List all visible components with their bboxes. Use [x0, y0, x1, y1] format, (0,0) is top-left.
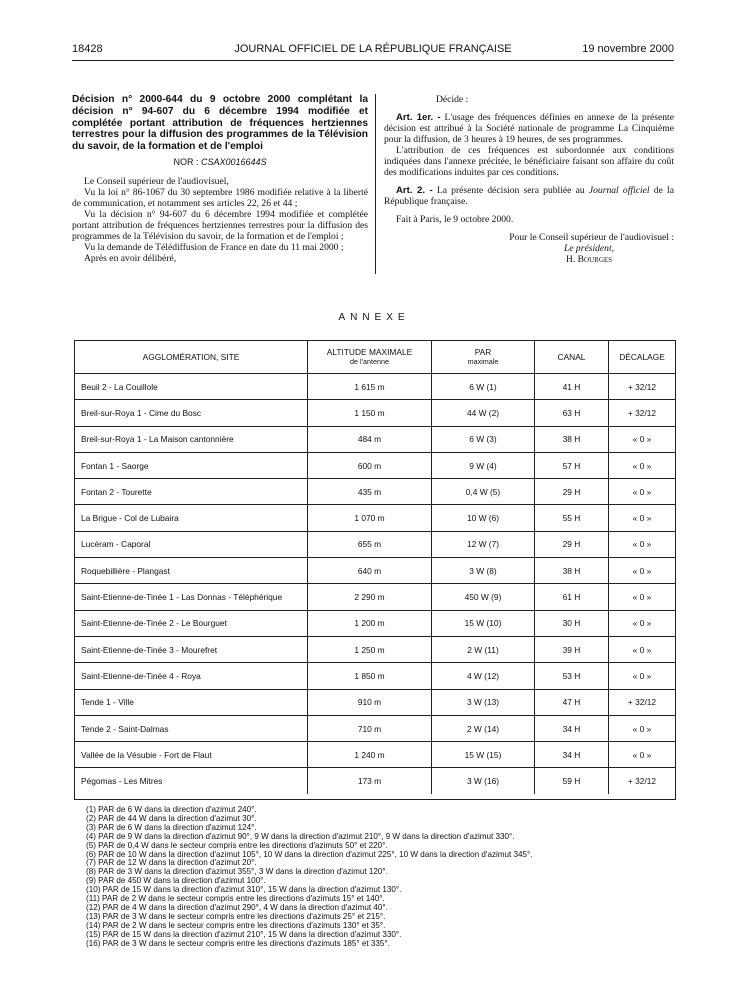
table-row: [75, 610, 675, 636]
cell-site: Saint-Etienne-de-Tinée 3 - Mourefret: [75, 636, 308, 662]
table-row: [75, 531, 675, 557]
nor-reference: [72, 157, 368, 167]
cell-altitude: 1 070 m: [308, 505, 432, 531]
signature-name: H. Bourges: [565, 254, 613, 265]
header-rule: [72, 60, 674, 61]
cell-site: Breil-sur-Roya 1 - Cime du Bosc: [75, 400, 308, 426]
cell-canal: 57 H: [535, 452, 609, 478]
cell-altitude: 710 m: [308, 715, 432, 741]
decide-heading: Décide :: [436, 94, 469, 105]
table-row: [75, 584, 675, 610]
cell-site: Tende 2 - Saint-Dalmas: [75, 715, 308, 741]
cell-canal: 29 H: [535, 479, 609, 505]
page-number: 18428: [72, 43, 103, 55]
cell-site: Roquebillière - Plangast: [75, 558, 308, 584]
nor-code: CSAX0016644S: [200, 156, 267, 167]
annexe-title: ANNEXE: [338, 312, 410, 323]
cell-par: 9 W (4): [432, 452, 535, 478]
journal-title: JOURNAL OFFICIEL DE LA RÉPUBLIQUE FRANÇAISE: [234, 43, 512, 55]
cell-altitude: 910 m: [308, 689, 432, 715]
col-header-altitude: ALTITUDE MAXIMALE de l'antenne: [308, 341, 432, 374]
footnote: (6) PAR de 10 W dans la direction d'azimut 105°, 10 W dans la direction d'azimut 225°, 10 W dans la direction d'azimut 345°.: [86, 849, 533, 859]
footnote: (4) PAR de 9 W dans la direction d'azimut 90°, 9 W dans la direction d'azimut 210°, 9 W dans la direction d'azimut 330°.: [86, 831, 515, 841]
col-header-par: PAR maximale: [432, 341, 535, 374]
signature-line-1: Pour le Conseil supérieur de l'audiovisuel :: [509, 232, 674, 243]
footnote: (1) PAR de 6 W dans la direction d'azimut 240°.: [86, 805, 257, 814]
article-2-label: Art. 2. -: [396, 185, 433, 196]
cell-altitude: 1 150 m: [308, 400, 432, 426]
cell-canal: 59 H: [535, 768, 609, 794]
cell-site: Saint-Etienne-de-Tinée 4 - Roya: [75, 663, 308, 689]
table-row: [75, 663, 675, 689]
cell-altitude: 173 m: [308, 768, 432, 794]
cell-decalage: « 0 »: [609, 715, 676, 741]
footnote: (16) PAR de 3 W dans le secteur compris entre les directions d'azimuts 185° et 335°.: [86, 938, 390, 948]
cell-par: 44 W (2): [432, 400, 535, 426]
cell-decalage: + 32/12: [609, 689, 676, 715]
cell-altitude: 435 m: [308, 479, 432, 505]
article-1-paragraph-2: L'attribution de ces fréquences est subordonnée aux conditions indiquées dans l'annexe précitée, le bénéficiaire faisant son affaire du coût des modifications induites par ces conditions.: [384, 145, 674, 178]
footnote: (9) PAR de 450 W dans la direction d'azimut 100°.: [86, 876, 266, 886]
cell-decalage: + 32/12: [627, 776, 657, 787]
cell-canal: 55 H: [535, 505, 609, 531]
cell-canal: 38 H: [535, 426, 609, 452]
issue-date: 19 novembre 2000: [582, 43, 674, 55]
footnote: (7) PAR de 12 W dans la direction d'azimut 20°.: [86, 858, 257, 868]
cell-par: 15 W (10): [432, 610, 535, 636]
footnotes: [86, 806, 676, 949]
preamble-line: Vu la loi n° 86-1067 du 30 septembre 1986 modifiée relative à la liberté de communication, et notamment ses articles 22, 26 et 44 ;: [72, 186, 368, 209]
cell-site: La Brigue - Col de Lubaira: [75, 505, 308, 531]
footnote: (5) PAR de 0,4 W dans le secteur compris entre les directions d'azimuts 50° et 220°.: [86, 840, 388, 850]
cell-par: 2 W (14): [432, 715, 535, 741]
cell-altitude: 484 m: [308, 426, 432, 452]
table-row: [75, 715, 675, 741]
page-header: [72, 43, 674, 59]
decision-title: Décision n° 2000-644 du 9 octobre 2000 complétant la décision n° 94-607 du 6 décembre 1994 modifiée et complétée portant attribution de fréquences hertziennes terrestres pour la diffusion des programmes de la Télévision du savoir, de la formation et de l'emploi: [72, 94, 368, 153]
cell-par: 0,4 W (5): [432, 479, 535, 505]
cell-decalage: + 32/12: [609, 400, 676, 426]
cell-decalage: « 0 »: [609, 452, 676, 478]
table-row: [75, 558, 675, 584]
cell-par: 3 W (8): [432, 558, 535, 584]
preamble-line: Le Conseil supérieur de l'audiovisuel,: [84, 175, 229, 187]
cell-decalage: « 0 »: [609, 505, 676, 531]
cell-altitude: 1 250 m: [308, 636, 432, 662]
cell-decalage: « 0 »: [609, 636, 676, 662]
cell-canal: 47 H: [535, 689, 609, 715]
cell-site: Beuil 2 - La Couillole: [75, 374, 308, 400]
cell-site: Vallée de la Vésubie - Fort de Flaut: [75, 742, 308, 768]
footnote: (2) PAR de 44 W dans la direction d'azimut 30°.: [86, 813, 257, 823]
table-row: [75, 689, 675, 715]
cell-canal: 29 H: [535, 531, 609, 557]
cell-par: 6 W (1): [432, 374, 535, 400]
article-1: [384, 112, 674, 145]
cell-decalage: « 0 »: [609, 426, 676, 452]
decision-preamble: [72, 176, 368, 264]
cell-site: Fontan 2 - Tourette: [75, 479, 308, 505]
article-1-text: L'usage des fréquences définies en annexe de la présente décision est attribué à la Société nationale de programme La Cinquième pour la diffusion, de 3 heures à 19 heures, de ses programmes.: [384, 112, 674, 145]
cell-altitude: 1 850 m: [308, 663, 432, 689]
cell-altitude: 1 200 m: [308, 610, 432, 636]
footnote: (3) PAR de 6 W dans la direction d'azimut 124°.: [86, 822, 257, 832]
table-row: [75, 426, 675, 452]
column-divider: [375, 94, 376, 274]
table-row: [75, 505, 675, 531]
cell-par: 3 W (16): [432, 768, 535, 794]
signature-place-date: Fait à Paris, le 9 octobre 2000.: [396, 214, 514, 225]
cell-decalage: « 0 »: [609, 558, 676, 584]
decision-left-column: [72, 94, 368, 264]
cell-site: Tende 1 - Ville: [75, 689, 308, 715]
footnote: (13) PAR de 3 W dans le secteur compris entre les directions d'azimuts 25° et 215°.: [86, 911, 386, 921]
table-row: [75, 742, 675, 768]
cell-site: Saint-Etienne-de-Tinée 2 - Le Bourguet: [75, 610, 308, 636]
frequency-table: [74, 340, 676, 800]
cell-altitude: 600 m: [308, 452, 432, 478]
preamble-line: Vu la demande de Télédiffusion de France en date du 11 mai 2000 ;: [84, 241, 344, 253]
footnote: (15) PAR de 15 W dans la direction d'azimut 210°, 15 W dans la direction d'azimut 330°.: [86, 929, 402, 939]
table-row: [75, 479, 675, 505]
footnote: (11) PAR de 2 W dans le secteur compris entre les directions d'azimuts 15° et 140°.: [86, 894, 385, 904]
cell-decalage: « 0 »: [609, 584, 676, 610]
col-header-decalage: DÉCALAGE: [609, 341, 676, 374]
cell-par: 2 W (11): [432, 636, 535, 662]
cell-par: 4 W (12): [432, 663, 535, 689]
cell-altitude: 2 290 m: [308, 584, 432, 610]
cell-altitude: 1 615 m: [308, 374, 432, 400]
table-header-row: [75, 341, 675, 374]
article-2-text-b: de la République française.: [384, 185, 674, 207]
article-2-text-a: La présente décision sera publiée au: [436, 185, 585, 196]
footnote: (8) PAR de 3 W dans la direction d'azimut 355°, 3 W dans la direction d'azimut 120°.: [86, 867, 388, 877]
footnote: (10) PAR de 15 W dans la direction d'azimut 310°, 15 W dans la direction d'azimut 130°.: [86, 885, 402, 895]
cell-altitude: 640 m: [308, 558, 432, 584]
cell-site: Fontan 1 - Saorge: [75, 452, 308, 478]
cell-canal: 30 H: [535, 610, 609, 636]
cell-par: 6 W (3): [432, 426, 535, 452]
table-row: [75, 768, 675, 794]
cell-canal: 63 H: [535, 400, 609, 426]
cell-canal: 34 H: [535, 715, 609, 741]
article-2: [384, 185, 674, 207]
cell-altitude: 1 240 m: [308, 742, 432, 768]
cell-site: Saint-Etienne-de-Tinée 1 - Las Donnas - Téléphérique: [75, 584, 308, 610]
cell-canal: 41 H: [535, 374, 609, 400]
table-row: [75, 374, 675, 400]
cell-canal: 34 H: [535, 742, 609, 768]
cell-site: Breil-sur-Roya 1 - La Maison cantonnière: [75, 426, 308, 452]
col-header-site: AGGLOMÉRATION, SITE: [75, 341, 308, 374]
article-2-journal: Journal officiel: [588, 185, 650, 196]
cell-par: 10 W (6): [432, 505, 535, 531]
cell-canal: 38 H: [535, 558, 609, 584]
nor-label: NOR :: [173, 156, 199, 167]
cell-canal: 39 H: [535, 636, 609, 662]
cell-canal: 53 H: [535, 663, 609, 689]
preamble-line: Après en avoir délibéré,: [84, 252, 177, 264]
col-header-canal: CANAL: [535, 341, 609, 374]
cell-site: Lucéram - Caporal: [75, 531, 308, 557]
cell-site: Pégomas - Les Mitres: [75, 768, 308, 794]
table-row: [75, 636, 675, 662]
cell-decalage: « 0 »: [609, 479, 676, 505]
preamble-line: Vu la décision n° 94-607 du 6 décembre 1994 modifiée et complétée portant attribution de fréquences hertziennes terrestres pour la diffusion des programmes de la Télévision du savoir, de la formation et de l'emploi ;: [72, 208, 368, 242]
cell-decalage: « 0 »: [609, 663, 676, 689]
cell-par: 15 W (15): [432, 742, 535, 768]
cell-decalage: « 0 »: [609, 742, 676, 768]
signature-line-2: Le président,: [563, 243, 615, 254]
cell-canal: 61 H: [535, 584, 609, 610]
table-row: [75, 400, 675, 426]
decision-right-column: [384, 94, 674, 265]
cell-decalage: + 32/12: [609, 374, 676, 400]
cell-par: 12 W (7): [432, 531, 535, 557]
table-row: [75, 452, 675, 478]
article-1-label: Art. 1er. -: [396, 112, 441, 123]
cell-par: 450 W (9): [432, 584, 535, 610]
cell-altitude: 655 m: [308, 531, 432, 557]
cell-par: 3 W (13): [432, 689, 535, 715]
footnote: (14) PAR de 2 W dans le secteur compris entre les directions d'azimuts 130° et 35°.: [86, 920, 386, 930]
footnote: (12) PAR de 4 W dans la direction d'azimut 290°, 4 W dans la direction d'azimut 40°.: [86, 902, 388, 912]
cell-decalage: « 0 »: [609, 531, 676, 557]
cell-decalage: « 0 »: [609, 610, 676, 636]
